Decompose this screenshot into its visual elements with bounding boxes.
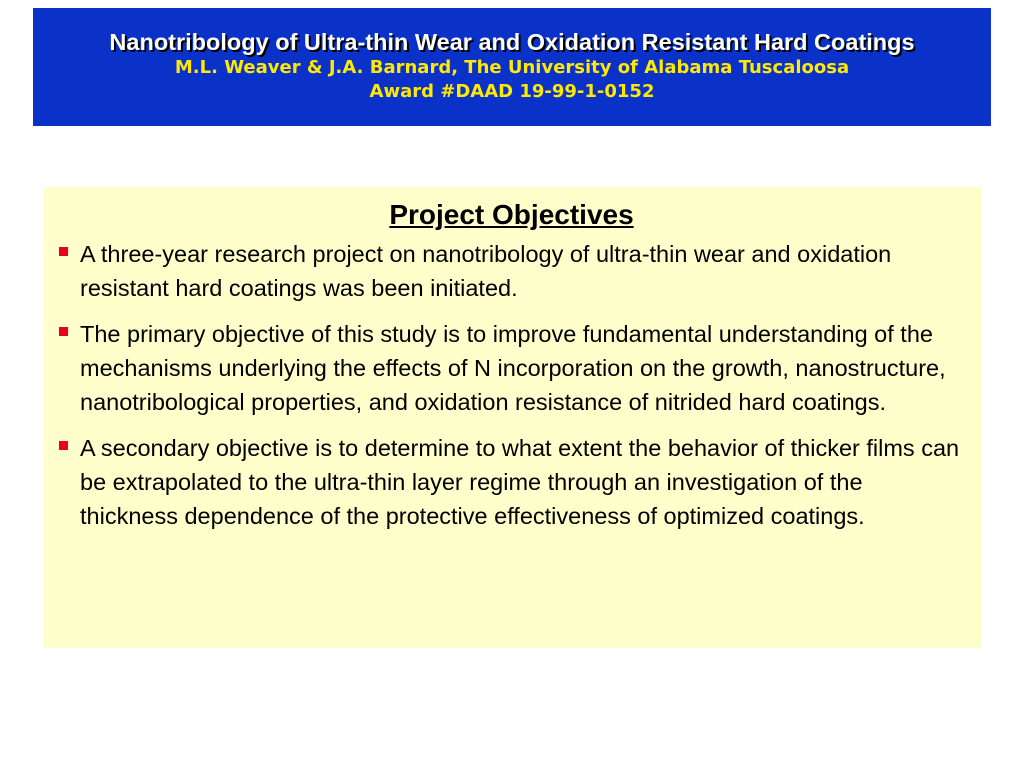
list-item-text: A three-year research project on nanotribology of ultra-thin wear and oxidation resistant hard coatings was been initiated. bbox=[80, 241, 892, 301]
authors-line: M.L. Weaver & J.A. Barnard, The University of Alabama Tuscaloosa bbox=[174, 57, 850, 78]
section-title: Project Objectives bbox=[389, 199, 634, 230]
objectives-list bbox=[59, 237, 964, 533]
red-square-bullet-icon bbox=[59, 441, 68, 450]
title-banner bbox=[33, 8, 991, 126]
slide-title: Nanotribology of Ultra-thin Wear and Oxidation Resistant Hard Coatings bbox=[109, 29, 915, 55]
list-item bbox=[59, 237, 964, 305]
objectives-panel bbox=[43, 187, 982, 648]
red-square-bullet-icon bbox=[59, 327, 68, 336]
award-line: Award #DAAD 19-99-1-0152 bbox=[369, 81, 655, 102]
red-square-bullet-icon bbox=[59, 247, 68, 256]
list-item bbox=[59, 317, 964, 419]
list-item-text: A secondary objective is to determine to what extent the behavior of thicker films can be extrapolated to the ultra-thin layer regime through an investigation of the thickness dependence of the protective effectiveness of optimized coatings. bbox=[80, 435, 960, 529]
list-item-text: The primary objective of this study is to improve fundamental understanding of the mechanisms underlying the effects of N incorporation on the growth, nanostructure, nanotribological properties, and oxidation resistance of nitrided hard coatings. bbox=[80, 321, 946, 415]
list-item bbox=[59, 431, 964, 533]
